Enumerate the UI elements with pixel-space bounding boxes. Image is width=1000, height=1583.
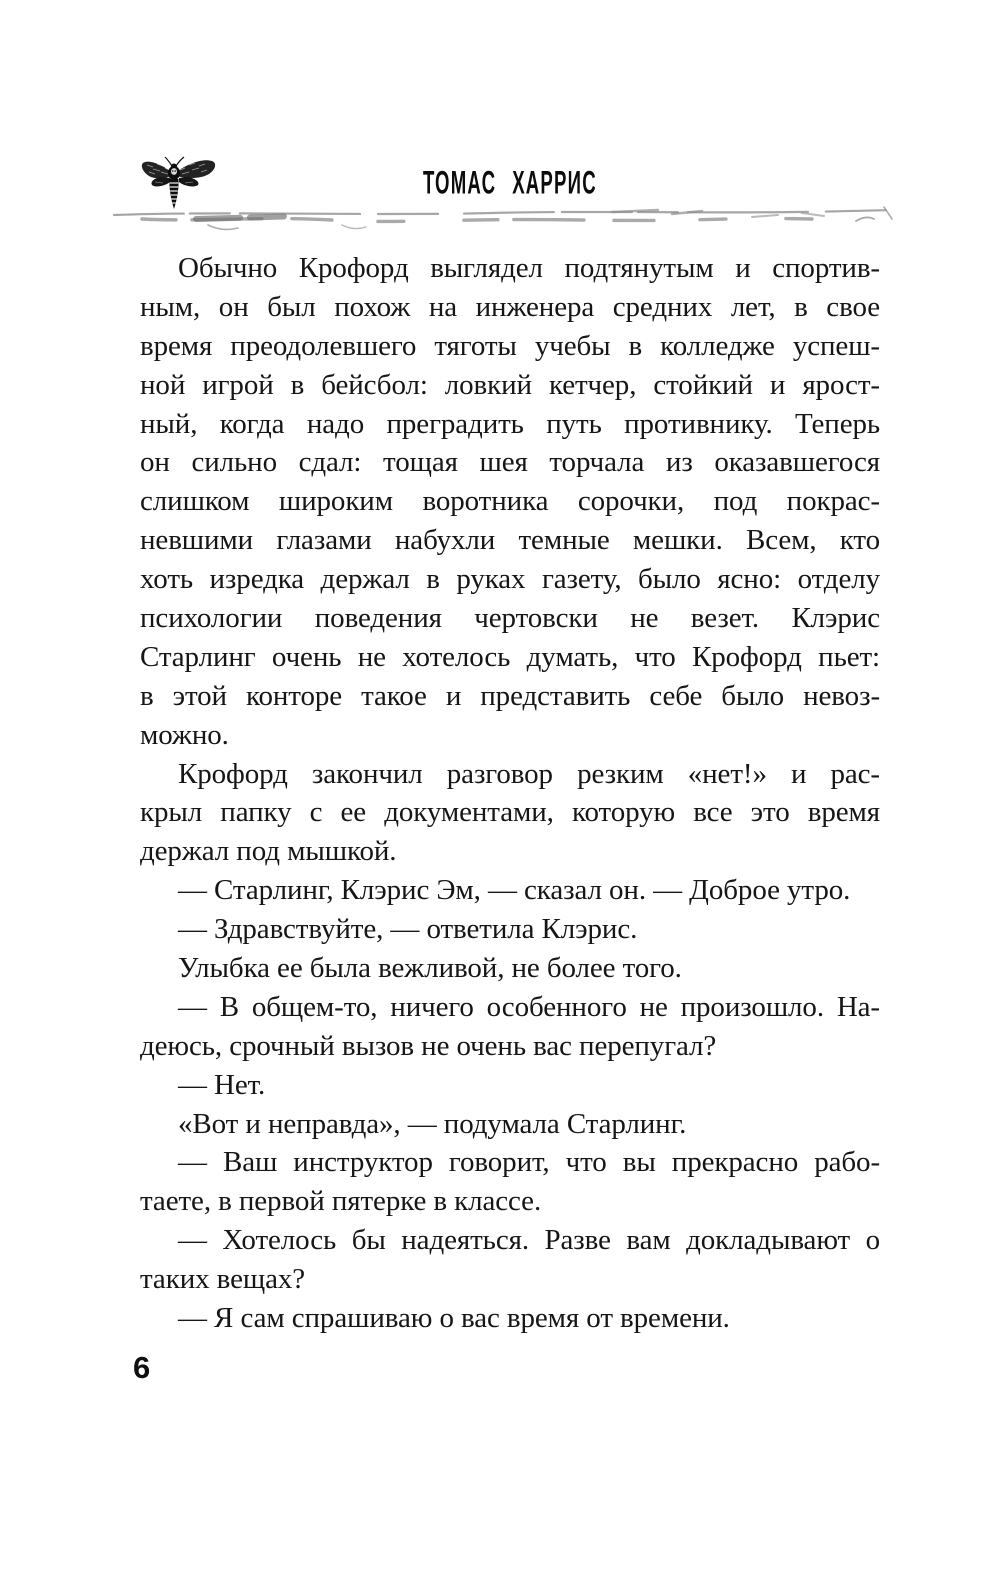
text-line: «Вот и неправда», — подумала Старлинг. bbox=[178, 1107, 687, 1140]
text-line: деюсь, срочный вызов не очень вас перепугал? bbox=[140, 1029, 717, 1062]
header-divider bbox=[112, 199, 894, 235]
text-line: Старлинг очень не хотелось думать, что Крофорд пьет: bbox=[140, 640, 880, 673]
text-line: — Нет. bbox=[178, 1068, 266, 1101]
text-line: Обычно Крофорд выглядел подтянутым и спортив- bbox=[178, 252, 880, 284]
text-line: держал под мышкой. bbox=[140, 835, 397, 868]
author-name: ТОМАС ХАРРИС bbox=[423, 164, 597, 201]
text-line: — В общем-то, ничего особенного не произошло. На- bbox=[178, 990, 880, 1023]
text-line: ным, он был похож на инженера средних лет, в свое bbox=[140, 290, 880, 323]
book-author-header bbox=[140, 166, 880, 200]
text-line: психологии поведения чертовски не везет. Клэрис bbox=[140, 602, 880, 635]
text-line: таких вещах? bbox=[140, 1263, 306, 1296]
text-line: он сильно сдал: тощая шея торчала из оказавшегося bbox=[140, 446, 880, 479]
text-line: таете, в первой пятерке в классе. bbox=[140, 1185, 542, 1218]
text-line: можно. bbox=[140, 718, 229, 751]
text-line: ный, когда надо преградить путь противнику. Теперь bbox=[140, 407, 880, 440]
text-line: — Хотелось бы надеяться. Разве вам докладывают о bbox=[178, 1224, 880, 1257]
text-line: хоть изредка держал в руках газету, было ясно: отделу bbox=[140, 563, 880, 596]
text-line: ной игрой в бейсбол: ловкий кетчер, стойкий и ярост- bbox=[140, 368, 880, 401]
page-number: 6 bbox=[133, 1350, 151, 1385]
body-text bbox=[140, 249, 880, 1338]
text-line: — Я сам спрашиваю о вас время от времени. bbox=[178, 1302, 730, 1335]
text-line: Крофорд закончил разговор резким «нет!» и рас- bbox=[178, 757, 880, 790]
text-line: крыл папку с ее документами, которую все это время bbox=[140, 796, 880, 829]
text-line: слишком широким воротника сорочки, под покрас- bbox=[140, 485, 880, 518]
text-line: в этой конторе такое и представить себе было невоз- bbox=[140, 679, 880, 712]
text-line: невшими глазами набухли темные мешки. Всем, кто bbox=[140, 524, 880, 557]
text-line: время преодолевшего тяготы учебы в колледже успеш- bbox=[140, 329, 880, 362]
text-line: — Старлинг, Клэрис Эм, — сказал он. — Доброе утро. bbox=[178, 874, 851, 907]
text-line: Улыбка ее была вежливой, не более того. bbox=[178, 952, 682, 985]
text-line: — Ваш инструктор говорит, что вы прекрасно рабо- bbox=[178, 1146, 880, 1179]
text-line: — Здравствуйте, — ответила Клэрис. bbox=[178, 913, 638, 946]
